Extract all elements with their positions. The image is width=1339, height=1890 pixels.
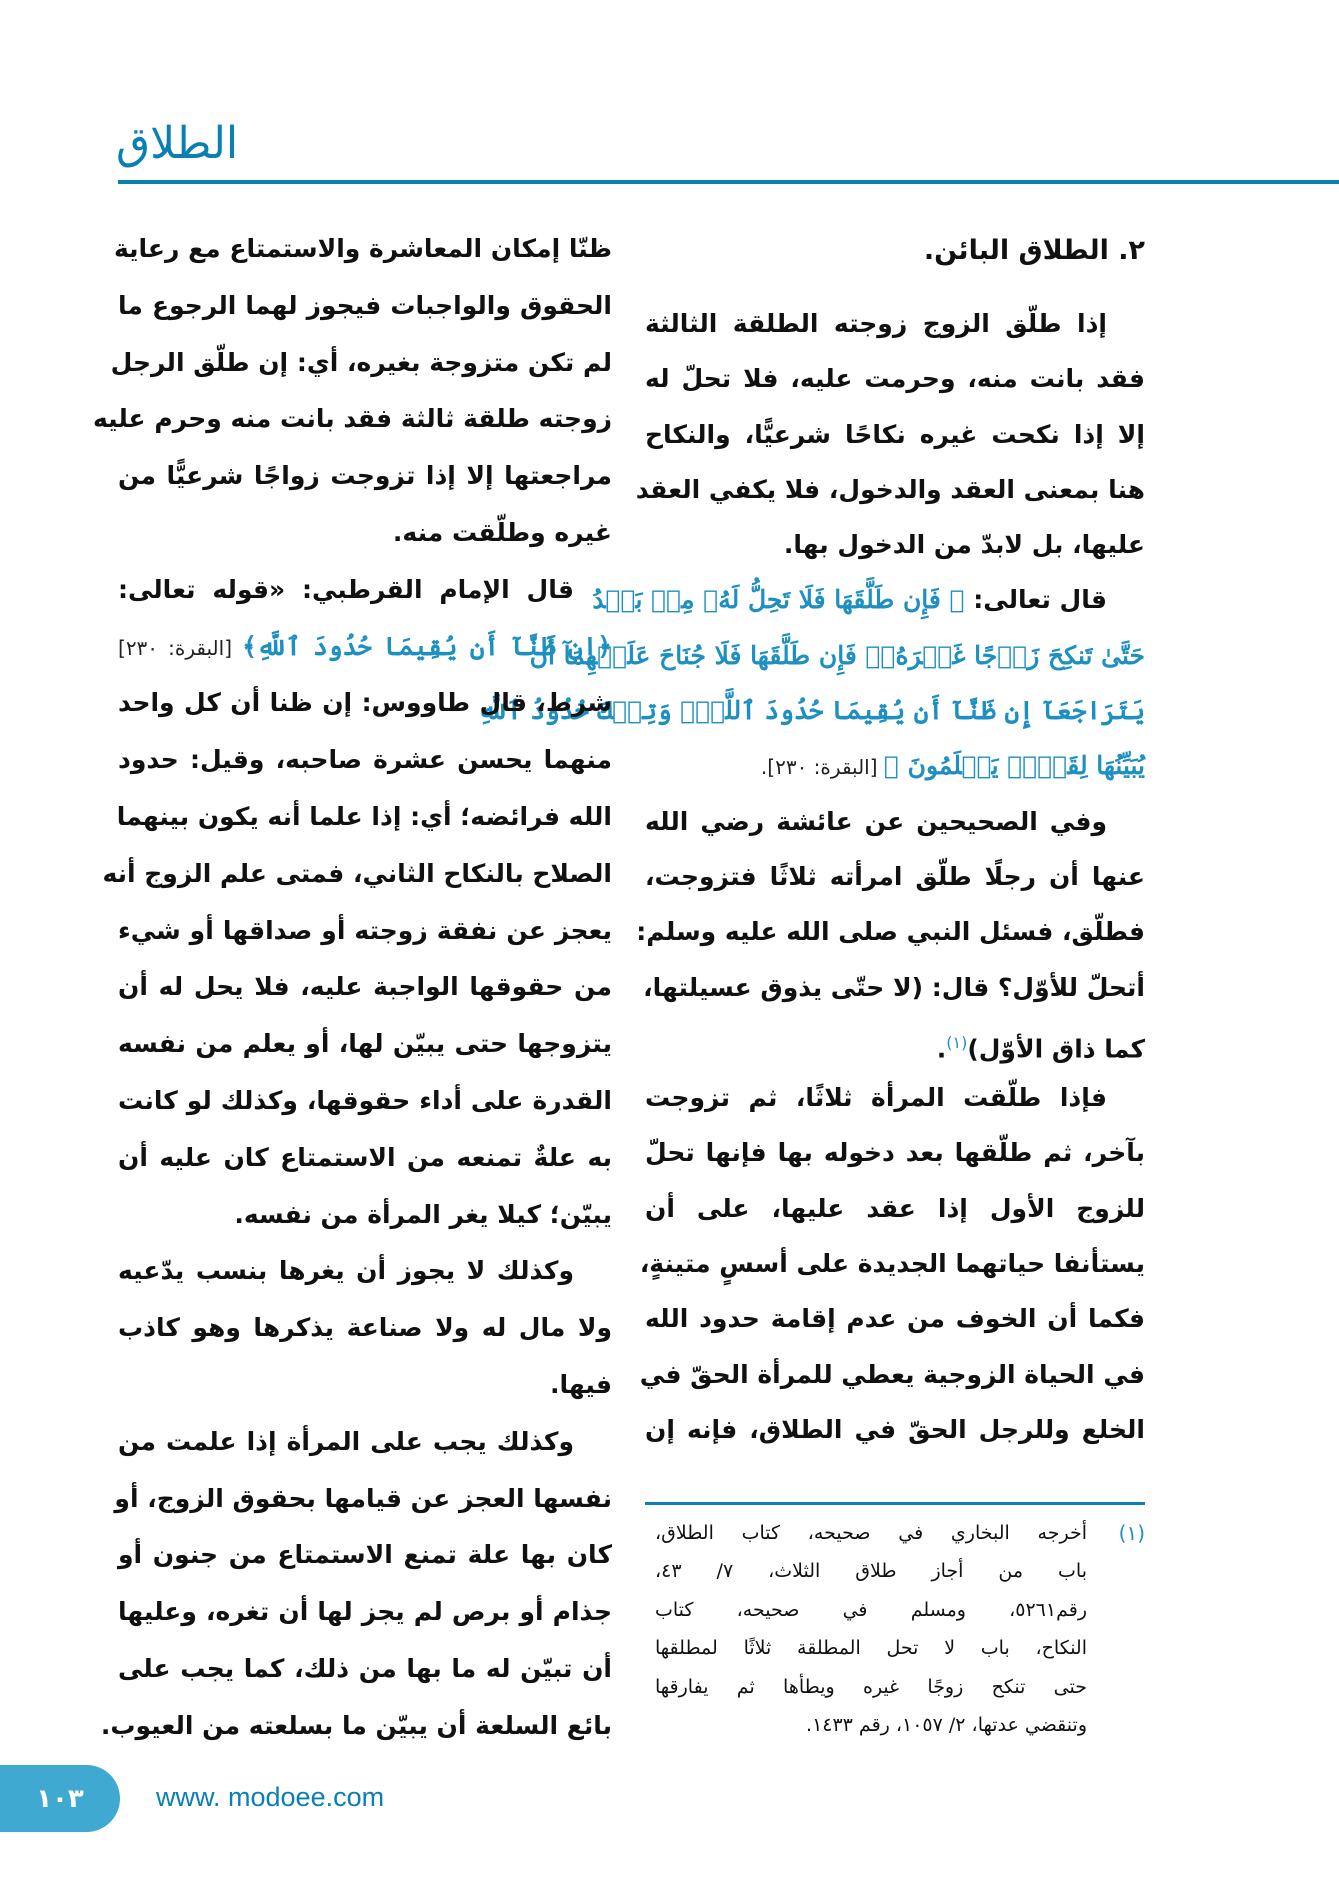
text-line: نفسها العجز عن قيامها بحقوق الزوج، أو <box>114 1483 612 1513</box>
text-line <box>645 1015 1145 1070</box>
text-line: يستأنفا حياتهما الجديدة على أسسٍ متينةٍ، <box>639 1249 1145 1279</box>
section-heading: ٢. الطلاق البائن. <box>923 235 1145 266</box>
text-line: وكذلك لا يجوز أن يغرها بنسب يدّعيه <box>118 1256 574 1286</box>
text-line: ولا مال له ولا صناعة يذكرها وهو كاذب <box>118 1313 612 1343</box>
text-line: بائع السلعة أن يبيّن ما بسلعته من العيوب. <box>100 1710 612 1740</box>
quran-verse: يَتَرَاجَعَآ إِن ظَنَّآ أَن يُقِيمَا حُدُودَ ٱللَّهِۗ وَتِلۡكَ حُدُودُ ٱللَّهِ <box>477 696 1145 726</box>
text-line: منهما يحسن عشرة صاحبه، وقيل: حدود <box>118 745 612 775</box>
text-line: فطلّق، فسئل النبي صلى الله عليه وسلم: <box>636 917 1145 947</box>
text-line: فقد بانت منه، وحرمت عليه، فلا تحلّ له <box>645 364 1145 394</box>
text-segment: قال تعالى: <box>964 585 1107 615</box>
page-number: ١٠٣ <box>36 1783 84 1814</box>
quran-verse: يُبَيِّنُهَا لِقَوۡمٖ يَعۡلَمُونَ ﴾ <box>883 751 1145 781</box>
text-line: بآخر، ثم طلّقها بعد دخوله بها فإنها تحلّ <box>645 1138 1145 1168</box>
text-line: شرط، قال طاووس: إن ظنا أن كل واحد <box>118 688 612 718</box>
text-line: للزوج الأول إذا عقد عليها، على أن <box>645 1193 1145 1223</box>
text-line: الصلاح بالنكاح الثاني، فمتى علم الزوج أنه <box>102 858 612 888</box>
chapter-title: الطلاق <box>116 118 239 169</box>
verse-reference: [البقرة: ٢٣٠]. <box>760 755 884 780</box>
text-line: الخلع وللرجل الحقّ في الطلاق، فإنه إن <box>645 1414 1145 1444</box>
text-line: إلا إذا نكحت غيره نكاحًا شرعيًّا، والنكاح <box>645 419 1145 449</box>
text-line: قال الإمام القرطبي: «قوله تعالى: <box>118 574 574 604</box>
website-link[interactable]: www. modoee.com <box>156 1782 385 1812</box>
text-line: عنها أن رجلًا طلّق امرأته ثلاثًا فتزوجت، <box>645 861 1145 891</box>
text-line: فيها. <box>550 1369 612 1399</box>
text-line: القدرة على أداء حقوقها، وكذلك لو كانت <box>118 1085 612 1115</box>
text-line: إذا طلّق الزوج زوجته الطلقة الثالثة <box>645 309 1107 338</box>
text-line: مراجعتها إلا إذا تزوجت زواجًا شرعيًّا من <box>118 461 612 491</box>
page-number-badge <box>0 1765 120 1832</box>
text-line: أتحلّ للأوّل؟ قال: (لا حتّى يذوق عسيلتها، <box>643 972 1145 1002</box>
verse-reference: [البقرة: ٢٣٠] <box>118 635 243 660</box>
text-line: من حقوقها الواجبة عليه، فلا يحل له أن <box>118 972 612 1002</box>
text-line <box>529 628 1145 683</box>
quran-verse: حَتَّىٰ تَنكِحَ زَوۡجًا غَيۡرَهُۥۗ فَإِن طَلَّقَهَا فَلَا جُنَاحَ عَلَيۡهِمَآ أَن <box>529 640 1145 670</box>
header-divider <box>118 180 1339 184</box>
text-line: جذام أو برص لم يجز لها أن تغره، وعليها <box>118 1597 612 1627</box>
footnote-line: حتى تنكح زوجًا غيره ويطأها ثم يفارقها <box>655 1675 1087 1698</box>
text-line: يبيّن؛ كيلا يغر المرأة من نفسه. <box>234 1199 612 1229</box>
footnote-marker: (١) <box>1118 1521 1145 1545</box>
footnote-line: أخرجه البخاري في صحيحه، كتاب الطلاق، <box>655 1522 1087 1544</box>
text-line: الله فرائضه؛ أي: إذا علما أنه يكون بينهما <box>116 801 612 831</box>
text-line: عليها، بل لابدّ من الدخول بها. <box>783 530 1145 560</box>
footnote-line: باب من أجاز طلاق الثلاث، ٧/ ٤٣، <box>655 1560 1087 1583</box>
text-line <box>645 738 1145 793</box>
text-line: فإذا طلّقت المرأة ثلاثًا، ثم تزوجت <box>645 1083 1107 1113</box>
text-line: يعجز عن نفقة زوجته أو صداقها أو شيء <box>118 915 612 945</box>
footnote-line: النكاح، باب لا تحل المطلقة ثلاثًا لمطلقها <box>655 1637 1087 1660</box>
text-line <box>477 683 1145 738</box>
text-line: يتزوجها حتى يبيّن لها، أو يعلم من نفسه <box>118 1029 612 1059</box>
text-line <box>592 572 1145 627</box>
text-line: وكذلك يجب على المرأة إذا علمت من <box>118 1426 574 1456</box>
text-line: به علةٌ تمنعه من الاستمتاع كان عليه أن <box>118 1142 612 1172</box>
text-line: غيره وطلّقت منه. <box>392 517 612 547</box>
text-line: ظنّا إمكان المعاشرة والاستمتاع مع رعاية <box>114 234 612 263</box>
text-line: زوجته طلقة ثالثة فقد بانت منه وحرم عليه <box>92 404 612 434</box>
quran-verse: ﴿ فَإِن طَلَّقَهَا فَلَا تَحِلُّ لَهُۥ مِنۢ بَعۡدُ <box>592 585 965 615</box>
text-segment: كما ذاق الأوّل) <box>967 1034 1145 1064</box>
text-line: الحقوق والواجبات فيجوز لهما الرجوع ما <box>118 290 612 320</box>
text-line: لم تكن متزوجة بغيره، أي: إن طلّق الرجل <box>110 347 612 377</box>
text-line: كان بها علة تمنع الاستمتاع من جنون أو <box>118 1540 612 1570</box>
text-line: فكما أن الخوف من عدم إقامة حدود الله <box>645 1304 1145 1334</box>
text-line <box>118 619 612 676</box>
quran-verse: ﴿إِن ظَنَّآ أَن يُقِيمَا حُدُودَ ٱللَّهِ﴾ <box>242 631 612 661</box>
text-line: وفي الصحيحين عن عائشة رضي الله <box>645 806 1107 836</box>
footnote <box>655 1514 1145 1744</box>
footnote-reference: (١) <box>946 1032 968 1052</box>
text-segment: . <box>936 1034 947 1064</box>
text-line: هنا بمعنى العقد والدخول، فلا يكفي العقد <box>635 474 1145 504</box>
text-line: في الحياة الزوجية يعطي للمرأة الحقّ في <box>639 1359 1145 1389</box>
left-column <box>92 221 612 1755</box>
footnote-line: رقم٥٢٦١، ومسلم في صحيحه، كتاب <box>655 1598 1087 1621</box>
footnote-line: وتنقضي عدتها، ٢/ ١٠٥٧، رقم ١٤٣٣. <box>806 1713 1087 1736</box>
text-line: أن تبيّن له ما بها من ذلك، كما يجب على <box>118 1653 612 1683</box>
footnote-divider <box>645 1502 1145 1505</box>
